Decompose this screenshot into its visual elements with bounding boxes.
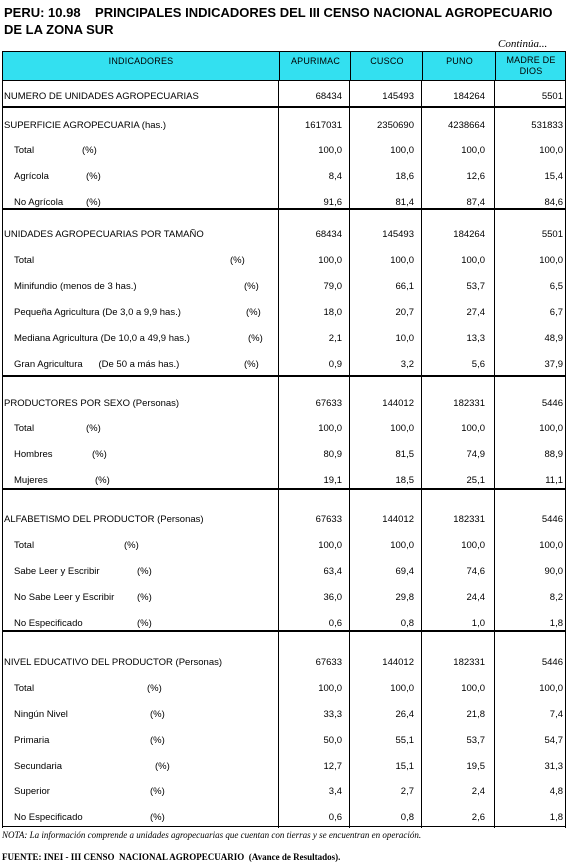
- puno-value: 182331: [453, 398, 485, 409]
- cusco-value: 145493: [382, 91, 414, 102]
- row-label: Total: [14, 145, 35, 156]
- cusco-value: 18,5: [395, 475, 414, 486]
- row-label: No Especificado: [14, 618, 83, 629]
- title-line-1: PERU: 10.98 PRINCIPALES INDICADORES DEL III CENSO NACIONAL AGROPECUARIO: [4, 5, 553, 20]
- madre-de-dios-value: 15,4: [544, 171, 563, 182]
- puno-value: 182331: [453, 657, 485, 668]
- madre-de-dios-value: 31,3: [544, 761, 563, 772]
- puno-value: 2,6: [471, 812, 485, 823]
- percent-unit: (%): [137, 592, 152, 603]
- table-row: [0, 145, 568, 157]
- apurimac-value: 68434: [315, 91, 342, 102]
- cusco-value: 66,1: [395, 281, 414, 292]
- puno-value: 2,4: [471, 786, 485, 797]
- percent-unit: (%): [150, 812, 165, 823]
- madre-de-dios-value: 100,0: [539, 255, 563, 266]
- apurimac-value: 80,9: [323, 449, 342, 460]
- cusco-value: 2350690: [377, 120, 414, 131]
- table-row: [0, 618, 568, 630]
- table-row: [0, 514, 568, 526]
- puno-value: 74,9: [466, 449, 485, 460]
- table-row: [0, 540, 568, 552]
- row-label: Total: [14, 255, 35, 266]
- madre-de-dios-value: 88,9: [544, 449, 563, 460]
- puno-value: 100,0: [461, 423, 485, 434]
- madre-de-dios-value: 6,7: [549, 307, 563, 318]
- percent-unit: (%): [137, 566, 152, 577]
- cusco-value: 100,0: [390, 145, 414, 156]
- puno-value: 19,5: [466, 761, 485, 772]
- percent-unit: (%): [86, 171, 101, 182]
- puno-value: 53,7: [466, 735, 485, 746]
- apurimac-value: 100,0: [318, 255, 342, 266]
- cusco-value: 81,4: [395, 197, 414, 208]
- row-label: No Sabe Leer y Escribir: [14, 592, 115, 603]
- madre-de-dios-value: 54,7: [544, 735, 563, 746]
- puno-value: 53,7: [466, 281, 485, 292]
- apurimac-value: 36,0: [323, 592, 342, 603]
- apurimac-value: 50,0: [323, 735, 342, 746]
- row-label: Pequeña Agricultura (De 3,0 a 9,9 has.): [14, 307, 181, 318]
- section-separator: [2, 106, 566, 108]
- apurimac-value: 12,7: [323, 761, 342, 772]
- cusco-value: 0,8: [400, 812, 414, 823]
- table-row: [0, 786, 568, 798]
- percent-unit: (%): [95, 475, 110, 486]
- madre-de-dios-value: 5501: [541, 229, 563, 240]
- table-row: [0, 592, 568, 604]
- table-row: [0, 423, 568, 435]
- row-label: No Agrícola: [14, 197, 64, 208]
- apurimac-value: 68434: [315, 229, 342, 240]
- row-label: Secundaria: [14, 761, 63, 772]
- row-label: Superior: [14, 786, 50, 797]
- percent-unit: (%): [86, 423, 101, 434]
- row-label: Minifundio (menos de 3 has.): [14, 281, 137, 292]
- madre-de-dios-value: 5446: [541, 514, 563, 525]
- percent-unit: (%): [150, 786, 165, 797]
- cusco-value: 145493: [382, 229, 414, 240]
- madre-de-dios-value: 84,6: [544, 197, 563, 208]
- percent-unit: (%): [155, 761, 170, 772]
- row-label: Total: [14, 540, 35, 551]
- apurimac-value: 67633: [315, 398, 342, 409]
- madre-de-dios-value: 100,0: [539, 540, 563, 551]
- table-row: [0, 566, 568, 578]
- puno-value: 87,4: [466, 197, 485, 208]
- puno-value: 74,6: [466, 566, 485, 577]
- cusco-value: 29,8: [395, 592, 414, 603]
- row-label: No Especificado: [14, 812, 83, 823]
- puno-value: 4238664: [448, 120, 485, 131]
- apurimac-value: 100,0: [318, 145, 342, 156]
- madre-de-dios-value: 8,2: [549, 592, 563, 603]
- puno-value: 1,0: [471, 618, 485, 629]
- cusco-value: 26,4: [395, 709, 414, 720]
- cusco-value: 18,6: [395, 171, 414, 182]
- row-label: Agrícola: [14, 171, 49, 182]
- cusco-value: 81,5: [395, 449, 414, 460]
- puno-value: 182331: [453, 514, 485, 525]
- cusco-value: 100,0: [390, 255, 414, 266]
- table-row: [0, 359, 568, 371]
- madre-de-dios-value: 11,1: [545, 475, 563, 486]
- row-label: NIVEL EDUCATIVO DEL PRODUCTOR (Personas): [4, 657, 223, 668]
- table-row: [0, 91, 568, 103]
- section-separator: [2, 488, 566, 490]
- header-puno: PUNO: [422, 52, 496, 80]
- puno-value: 100,0: [461, 683, 485, 694]
- row-label: Total: [14, 423, 35, 434]
- apurimac-value: 2,1: [328, 333, 342, 344]
- section-separator: [2, 630, 566, 632]
- cusco-value: 144012: [382, 398, 414, 409]
- apurimac-value: 79,0: [323, 281, 342, 292]
- apurimac-value: 0,6: [328, 812, 342, 823]
- table-row: [0, 709, 568, 721]
- table-row: [0, 307, 568, 319]
- madre-de-dios-value: 4,8: [549, 786, 563, 797]
- madre-de-dios-value: 100,0: [539, 145, 563, 156]
- puno-value: 27,4: [466, 307, 485, 318]
- row-label: PRODUCTORES POR SEXO (Personas): [4, 398, 180, 409]
- table-row: [0, 449, 568, 461]
- madre-de-dios-value: 1,8: [549, 812, 563, 823]
- header-cusco: CUSCO: [350, 52, 423, 80]
- row-label: Total: [14, 683, 35, 694]
- table-row: [0, 683, 568, 695]
- apurimac-value: 0,9: [328, 359, 342, 370]
- row-label: UNIDADES AGROPECUARIAS POR TAMAÑO: [4, 229, 204, 240]
- puno-value: 100,0: [461, 255, 485, 266]
- table-header: [2, 51, 566, 81]
- madre-de-dios-value: 100,0: [539, 683, 563, 694]
- row-label: NUMERO DE UNIDADES AGROPECUARIAS: [4, 91, 199, 102]
- percent-unit: (%): [147, 683, 162, 694]
- cusco-value: 100,0: [390, 683, 414, 694]
- cusco-value: 3,2: [400, 359, 414, 370]
- percent-unit: (%): [86, 197, 101, 208]
- puno-value: 5,6: [471, 359, 485, 370]
- row-label: Ningún Nivel: [14, 709, 68, 720]
- cusco-value: 100,0: [390, 423, 414, 434]
- puno-value: 21,8: [466, 709, 485, 720]
- table-row: [0, 229, 568, 241]
- source-note: FUENTE: INEI - III CENSO NACIONAL AGROPECUARIO (Avance de Resultados).: [2, 852, 341, 862]
- table-row: [0, 398, 568, 410]
- table-row: [0, 657, 568, 669]
- title-line-2: DE LA ZONA SUR: [4, 22, 114, 37]
- madre-de-dios-value: 1,8: [549, 618, 563, 629]
- puno-value: 184264: [453, 229, 485, 240]
- percent-unit: (%): [230, 255, 245, 266]
- row-label: Mujeres: [14, 475, 48, 486]
- percent-unit: (%): [248, 333, 263, 344]
- apurimac-value: 3,4: [328, 786, 342, 797]
- madre-de-dios-value: 6,5: [549, 281, 563, 292]
- apurimac-value: 18,0: [323, 307, 342, 318]
- percent-unit: (%): [82, 145, 97, 156]
- apurimac-value: 100,0: [318, 683, 342, 694]
- apurimac-value: 63,4: [323, 566, 342, 577]
- header-madre-de-dios: MADRE DE DIOS: [495, 52, 566, 80]
- percent-unit: (%): [244, 281, 259, 292]
- puno-value: 184264: [453, 91, 485, 102]
- puno-value: 100,0: [461, 145, 485, 156]
- footnote: NOTA: La información comprende a unidades agropecuarias que cuentan con tierras y se encuentran en operación.: [2, 830, 422, 840]
- row-label: Hombres: [14, 449, 53, 460]
- madre-de-dios-value: 37,9: [544, 359, 563, 370]
- puno-value: 25,1: [466, 475, 485, 486]
- apurimac-value: 0,6: [328, 618, 342, 629]
- apurimac-value: 19,1: [323, 475, 342, 486]
- percent-unit: (%): [246, 307, 261, 318]
- apurimac-value: 33,3: [323, 709, 342, 720]
- row-label: Primaria: [14, 735, 50, 746]
- cusco-value: 69,4: [395, 566, 414, 577]
- cusco-value: 2,7: [400, 786, 414, 797]
- cusco-value: 144012: [382, 657, 414, 668]
- page-title: [4, 4, 564, 38]
- madre-de-dios-value: 7,4: [549, 709, 563, 720]
- table-row: [0, 735, 568, 747]
- cusco-value: 20,7: [395, 307, 414, 318]
- table-row: [0, 255, 568, 267]
- row-label: Mediana Agricultura (De 10,0 a 49,9 has.): [14, 333, 190, 344]
- madre-de-dios-value: 48,9: [544, 333, 563, 344]
- header-indicadores: INDICADORES: [108, 56, 174, 66]
- puno-value: 24,4: [466, 592, 485, 603]
- row-label: SUPERFICIE AGROPECUARIA (has.): [4, 120, 167, 131]
- cusco-value: 15,1: [395, 761, 414, 772]
- cusco-value: 0,8: [400, 618, 414, 629]
- puno-value: 12,6: [466, 171, 485, 182]
- row-label: ALFABETISMO DEL PRODUCTOR (Personas): [4, 514, 204, 525]
- percent-unit: (%): [150, 709, 165, 720]
- apurimac-value: 1617031: [305, 120, 342, 131]
- header-apurimac: APURIMAC: [279, 52, 351, 80]
- madre-de-dios-value: 531833: [531, 120, 563, 131]
- table-bottom-border: [2, 826, 566, 827]
- madre-de-dios-value: 100,0: [539, 423, 563, 434]
- percent-unit: (%): [92, 449, 107, 460]
- table-row: [0, 197, 568, 209]
- madre-de-dios-value: 5501: [541, 91, 563, 102]
- table-row: [0, 761, 568, 773]
- cusco-value: 100,0: [390, 540, 414, 551]
- table-row: [0, 333, 568, 345]
- madre-de-dios-value: 5446: [541, 398, 563, 409]
- table-row: [0, 812, 568, 824]
- section-separator: [2, 375, 566, 377]
- puno-value: 13,3: [466, 333, 485, 344]
- cusco-value: 10,0: [395, 333, 414, 344]
- madre-de-dios-value: 5446: [541, 657, 563, 668]
- row-label: Sabe Leer y Escribir: [14, 566, 100, 577]
- table-row: [0, 120, 568, 132]
- percent-unit: (%): [150, 735, 165, 746]
- apurimac-value: 67633: [315, 657, 342, 668]
- table-row: [0, 475, 568, 487]
- puno-value: 100,0: [461, 540, 485, 551]
- cusco-value: 144012: [382, 514, 414, 525]
- apurimac-value: 91,6: [323, 197, 342, 208]
- madre-de-dios-value: 90,0: [544, 566, 563, 577]
- continua-note: Continúa...: [498, 38, 548, 50]
- apurimac-value: 100,0: [318, 540, 342, 551]
- percent-unit: (%): [244, 359, 259, 370]
- cusco-value: 55,1: [395, 735, 414, 746]
- apurimac-value: 67633: [315, 514, 342, 525]
- percent-unit: (%): [124, 540, 139, 551]
- table-row: [0, 171, 568, 183]
- apurimac-value: 100,0: [318, 423, 342, 434]
- row-label: Gran Agricultura (De 50 a más has.): [14, 359, 180, 370]
- apurimac-value: 8,4: [328, 171, 342, 182]
- percent-unit: (%): [137, 618, 152, 629]
- table-row: [0, 281, 568, 293]
